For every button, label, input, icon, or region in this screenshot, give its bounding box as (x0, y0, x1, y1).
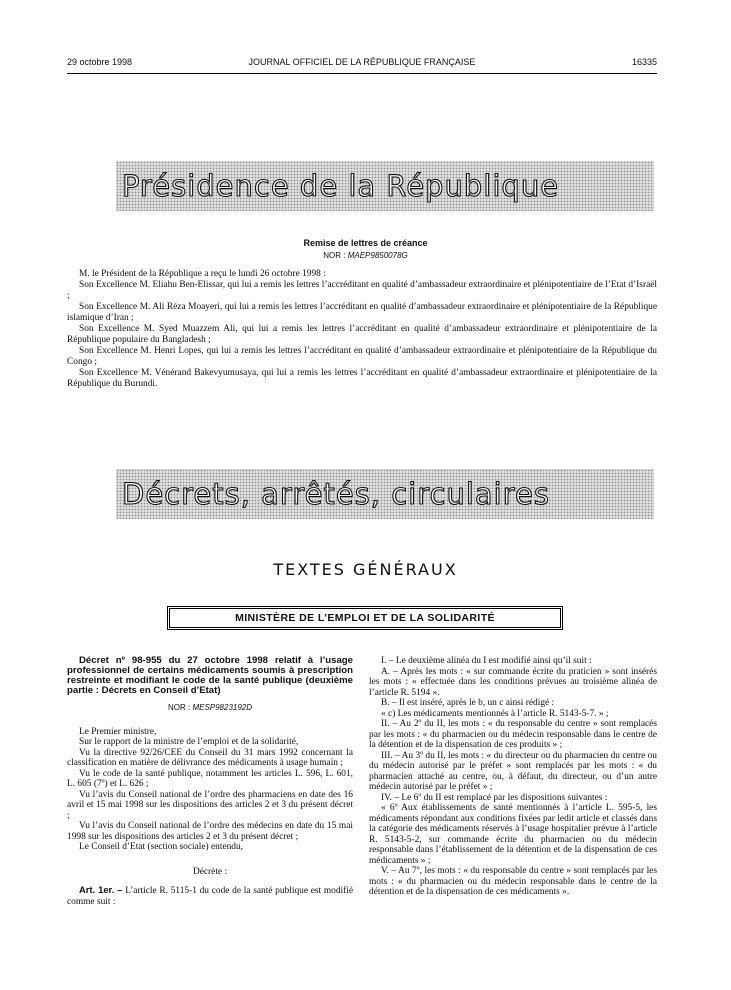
nor-label: NOR : (167, 703, 191, 712)
banner-presidence: Présidence de la République (116, 161, 654, 211)
paragraph: III. – Au 3º du II, les mots : « du directeur ou du pharmacien du centre ou du médecin autorisé par le préfet » sont remplacés par les mots : « du pharmacien attaché au centre, ou, à défaut, du directeur, ou d’un autre médecin autorisé par le préfet » ; (369, 750, 657, 792)
header-page-number: 16335 (631, 57, 657, 67)
paragraph: Vu l’avis du Conseil national de l’ordre des médecins en date du 15 mai 1998 sur les dispositions des articles 2 et 3 du présent décret ; (67, 821, 353, 842)
paragraph: Le Premier ministre, (79, 726, 157, 737)
nor-reference (0, 251, 731, 260)
decree-left-column (67, 656, 353, 907)
paragraph: A. – Après les mots : « sur commande écrite du praticien » sont insérés les mots : « effectuée dans les conditions prévues au troisième alinéa de l’article R. 5194 ». (369, 666, 657, 698)
paragraph: I. – Le deuxième alinéa du I est modifié ainsi qu’il suit : (381, 656, 592, 666)
header-date: 29 octobre 1998 (67, 57, 133, 67)
decree-right-column (369, 656, 657, 898)
paragraph: Son Excellence M. Syed Muazzem Ali, qui lui a remis les lettres l’accréditant en qualité d’ambassadeur extraordinaire et plénipotentiaire de la République populaire du Bangladesh ; (67, 324, 657, 345)
ministry-box (167, 606, 563, 630)
paragraph: Le Conseil d’Etat (section sociale) entendu, (79, 842, 244, 852)
paragraph: « 6º Aux établissements de santé mentionnés à l’article L. 595-5, les médicaments répondant aux conditions fixées par ledit article et classés dans la catégorie des médicaments réservés à l’usage hospitalier prévue à l’article R. 5143-5-2, sur commande écrite du pharmacien ou du médecin responsable dans l’établissement de la détention et de la dispensation de ces médicaments » ; (369, 803, 657, 866)
paragraph: Sur le rapport de la ministre de l’emploi et de la solidarité, (79, 737, 299, 747)
section-title-lettres-de-creance: Remise de lettres de créance (303, 238, 428, 248)
nor-code: MAEP9850078G (347, 251, 408, 260)
paragraph: Vu le code de la santé publique, notamment les articles L. 596, L. 601, L. 605 (7º) et L. 626 ; (67, 768, 353, 789)
paragraph: II. – Au 2º du II, les mots : « du responsable du centre » sont remplacés par les mots : « du pharmacien ou du médecin responsable dans le centre de la détention et de la dispensation de ces produits » ; (369, 719, 657, 750)
textes-generaux-heading: TEXTES GÉNÉRAUX (273, 560, 458, 579)
header-journal-title: JOURNAL OFFICIEL DE LA RÉPUBLIQUE FRANÇAISE (248, 57, 476, 67)
paragraph: Son Excellence M. Henri Lopes, qui lui a remis les lettres l’accréditant en qualité d’ambassadeur extraordinaire et plénipotentiaire de la République du Congo ; (67, 346, 657, 367)
paragraph: B. – Il est inséré, après le b, un c ainsi rédigé : (381, 698, 555, 708)
paragraph: « c) Les médicaments mentionnés à l’article R. 5143-5-7. » ; (381, 708, 609, 719)
header-rule (67, 73, 657, 74)
paragraph: M. le Président de la République a reçu le lundi 26 octobre 1998 : (79, 269, 326, 279)
banner-decrets: Décrets, arrêtés, circulaires (116, 469, 654, 519)
paragraph: IV. – Le 6º du II est remplacé par les dispositions suivantes : (381, 792, 608, 803)
lettres-de-creance-body (67, 269, 657, 390)
decree-title: Décret nº 98-955 du 27 octobre 1998 relatif à l’usage professionnel de certains médicaments soumis à prescription restreinte et modifiant le code de la santé publique (deuxième partie : Décrets en Conseil d’Etat) (67, 655, 353, 696)
nor-code: MESP9823192D (192, 703, 253, 712)
article-1-label: Art. 1er. – (79, 884, 123, 895)
paragraph: Son Excellence M. Vénérand Bakevyumusaya, qui lui a remis les lettres l’accréditant en qualité d’ambassadeur extraordinaire et plénipotentiaire de la République du Burundi. (67, 368, 657, 389)
paragraph: Vu la directive 92/26/CEE du Conseil du 31 mars 1992 concernant la classification en matière de délivrance des médicaments à usage humain ; (67, 747, 353, 768)
article-1 (67, 885, 353, 907)
decree-nor-reference (67, 703, 353, 714)
paragraph: V. – Au 7º, les mots : « du responsable du centre » sont remplacés par les mots : « du pharmacien ou du médecin responsable dans le centre de la détention et de la dispensation de ces médicaments ». (369, 866, 657, 897)
ministry-title: MINISTÈRE DE L’EMPLOI ET DE LA SOLIDARITÉ (169, 608, 561, 628)
nor-label: NOR : (323, 251, 346, 260)
paragraph: Son Excellence M. Ali Réza Moayeri, qui lui a remis les lettres l’accréditant en qualité d’ambassadeur extraordinaire et plénipotentiaire de la République islamique d’Iran ; (67, 302, 657, 323)
paragraph: Vu l’avis du Conseil national de l’ordre des pharmaciens en date des 16 avril et 15 mai 1998 sur les dispositions des articles 2 et 3 du présent décret ; (67, 789, 353, 821)
page-header (67, 57, 657, 71)
article-1-text: L’article R. 5115-1 du code de la santé publique est modifié comme suit : (67, 886, 354, 907)
paragraph: Son Excellence M. Eliahu Ben-Elissar, qui lui a remis les lettres l’accréditant en qualité d’ambassadeur extraordinaire et plénipotentiaire de l’Etat d’Israël ; (67, 280, 657, 301)
decrete-line: Décrète : (192, 866, 228, 877)
